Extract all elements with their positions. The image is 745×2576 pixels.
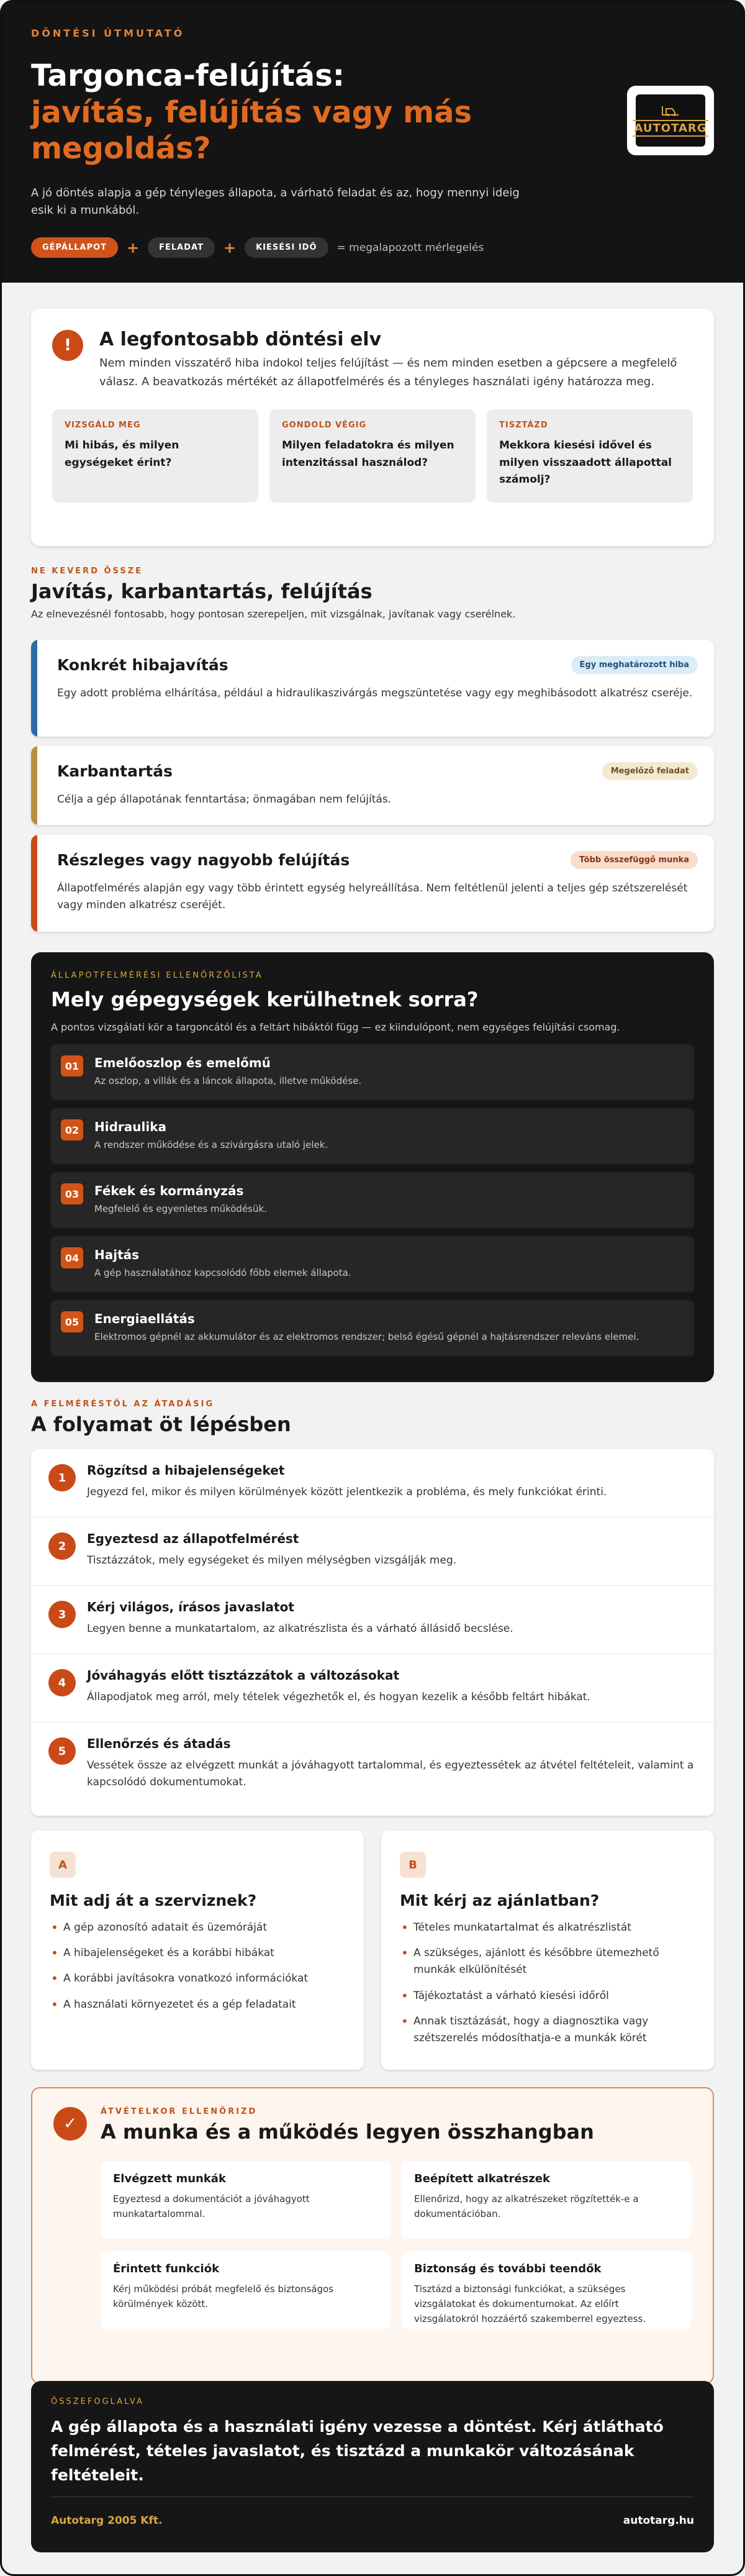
hero-header — [0, 0, 745, 283]
process-step — [31, 1518, 714, 1586]
principle-title: A legfontosabb döntési elv — [99, 329, 382, 350]
page-title-line2: javítás, felújítás vagy más megoldás? — [31, 94, 472, 166]
list-item: • Annak tisztázását, hogy a diagnosztika vagy szétszerelés módosíthatja-e a munkák körét — [400, 2013, 695, 2047]
checkmark-icon: ✓ — [53, 2107, 87, 2141]
principle-card — [31, 309, 714, 546]
step-desc: Vessétek össze az elvégzett munkát a jóváhagyott tartalommal, és egyeztessétek az átvétel feltételeit, valamint a kapcsolódó dokumentumokat. — [87, 1759, 694, 1789]
item-title: Fékek és kormányzás — [94, 1183, 244, 1198]
company-name: Autotarg 2005 Kft. — [51, 2515, 163, 2527]
item-number: 02 — [61, 1119, 83, 1140]
item-title: Energiaellátás — [94, 1311, 195, 1326]
summary-kicker: ÖSSZEFOGLALVA — [51, 2397, 144, 2406]
card-title: Részleges vagy nagyobb felújítás — [57, 851, 350, 869]
step-title: Egyeztesd az állapotfelmérést — [87, 1531, 299, 1546]
autotarg-logo[interactable] — [627, 86, 714, 155]
tile-tag: GONDOLD VÉGIG — [282, 421, 367, 430]
checklist-title: Mely gépegységek kerülhetnek sorra? — [51, 988, 479, 1011]
step-title: Ellenőrzés és átadás — [87, 1736, 231, 1751]
pill-machine-state: GÉPÁLLAPOT — [31, 237, 118, 258]
list-item: • Tájékoztatást a várható kiesési időről — [400, 1988, 695, 2005]
item-title: Beépített alkatrészek — [414, 2172, 550, 2185]
tile-body: Milyen feladatokra és milyen intenzitással használod? — [282, 439, 454, 469]
section-kicker: NE KEVERD ÖSSZE — [31, 567, 143, 576]
list-item: • A használati környezetet és a gép feladatait — [50, 1996, 345, 2013]
plus-sign: + — [223, 239, 237, 257]
item-number: 01 — [61, 1055, 83, 1076]
step-desc: Tisztázzátok, mely egységeket és milyen mélységben vizsgálják meg. — [87, 1554, 457, 1567]
plus-sign: + — [127, 239, 140, 257]
card-accent-bar — [31, 640, 37, 737]
process-step — [31, 1654, 714, 1723]
principle-tile — [269, 409, 476, 503]
acceptance-item — [402, 2251, 692, 2329]
letter-badge: B — [400, 1852, 426, 1878]
acceptance-item — [101, 2251, 391, 2329]
checklist-item — [51, 1044, 694, 1100]
repair-card-overhaul — [31, 835, 714, 932]
card-title: Mit kérj az ajánlatban? — [400, 1891, 600, 1909]
checklist-item — [51, 1108, 694, 1164]
page-title — [31, 58, 714, 167]
summary-text: A gép állapota és a használati igény vezesse a döntést. Kérj átlátható felmérést, tételes javaslatot, és tisztázd a munkakör változásának feltételeit. — [51, 2418, 664, 2484]
letter-badge: A — [50, 1852, 76, 1878]
section-title: Javítás, karbantartás, felújítás — [31, 580, 372, 603]
item-desc: A rendszer működése és a szivárgásra utaló jelek. — [94, 1139, 328, 1150]
step-number: 5 — [48, 1737, 76, 1765]
checklist-items — [51, 1044, 694, 1356]
process-step — [31, 1449, 714, 1518]
acceptance-kicker: ÁTVÉTELKOR ELLENŐRIZD — [101, 2107, 258, 2116]
process-step — [31, 1723, 714, 1816]
checklist-item — [51, 1300, 694, 1356]
item-desc: Megfelelő és egyenletes működésük. — [94, 1203, 267, 1214]
pill-task: FELADAT — [148, 237, 215, 258]
checklist-kicker: ÁLLAPOTFELMÉRÉSI ELLENŐRZŐLISTA — [51, 971, 263, 980]
list-item: • A gép azonosító adatait és üzemóráját — [50, 1919, 345, 1936]
inspection-checklist — [31, 952, 714, 1382]
item-desc: Kérj működési próbát megfelelő és biztonságos körülmények között. — [113, 2283, 334, 2310]
card-tag: Több összefüggő munka — [571, 851, 698, 869]
card-title: Karbantartás — [57, 762, 173, 780]
step-title: Kérj világos, írásos javaslatot — [87, 1600, 294, 1614]
step-number: 1 — [48, 1464, 76, 1491]
step-title: Rögzítsd a hibajelenségeket — [87, 1463, 285, 1478]
website-link[interactable]: autotarg.hu — [623, 2515, 694, 2527]
repair-card-fix — [31, 640, 714, 737]
card-text: Célja a gép állapotának fenntartása; önmagában nem felújítás. — [57, 793, 392, 806]
item-title: Elvégzett munkák — [113, 2172, 226, 2185]
card-tag: Egy meghatározott hiba — [571, 656, 698, 674]
item-number: 05 — [61, 1311, 83, 1332]
acceptance-grid — [101, 2161, 692, 2329]
hero-lead: A jó döntés alapja a gép tényleges állapota, a várható feladat és az, hogy mennyi ideig esik ki a munkából. — [31, 186, 520, 217]
item-desc: A gép használatához kapcsolódó főbb elemek állapota. — [94, 1267, 351, 1278]
item-desc: Ellenőrizd, hogy az alkatrészeket rögzítették-e a dokumentációban. — [414, 2193, 639, 2219]
section-kicker: A FELMÉRÉSTŐL AZ ÁTADÁSIG — [31, 1400, 215, 1409]
step-desc: Jegyezd fel, mikor és milyen körülmények között jelentkezik a probléma, és mely funkciókat érinti. — [87, 1486, 607, 1498]
bullet-list — [50, 1919, 345, 2013]
process-steps — [31, 1449, 714, 1816]
quote-request-card — [381, 1831, 714, 2070]
list-item: • A hibajelenségeket és a korábbi hibákat — [50, 1945, 345, 1962]
step-number: 2 — [48, 1532, 76, 1560]
acceptance-item — [101, 2161, 391, 2239]
item-number: 04 — [61, 1247, 83, 1268]
list-item: • A szükséges, ajánlott és későbbre ütemezhető munkák elkülönítését — [400, 1945, 695, 1978]
acceptance-check — [31, 2087, 714, 2384]
section-subtitle: Az elnevezésnél fontosabb, hogy pontosan szerepeljen, mit vizsgálnak, javítanak vagy cserélnek. — [31, 608, 516, 620]
item-title: Hidraulika — [94, 1119, 167, 1134]
pill-downtime: KIESÉSI IDŐ — [245, 237, 328, 258]
card-text: Állapotfelmérés alapján egy vagy több érintett egység helyreállítása. Nem feltétlenül jelenti a teljes gép szétszerelését vagy minden alkatrész cseréjét. — [57, 882, 688, 912]
divider — [51, 2496, 694, 2497]
step-desc: Állapodjatok meg arról, mely tételek végezhetők el, és hogyan kezelik a később feltárt hibákat. — [87, 1691, 590, 1703]
card-accent-bar — [31, 835, 37, 932]
item-title: Emelőoszlop és emelőmű — [94, 1055, 271, 1070]
section-title: A folyamat öt lépésben — [31, 1413, 291, 1436]
logo-text: AUTOTARG — [633, 120, 708, 137]
item-number: 03 — [61, 1183, 83, 1204]
handover-info-card — [31, 1831, 364, 2070]
tile-body: Mi hibás, és milyen egységeket érint? — [65, 439, 179, 469]
bullet-list — [400, 1919, 695, 2047]
checklist-item — [51, 1172, 694, 1228]
principle-text: Nem minden visszatérő hiba indokol teljes felújítást — és nem minden esetben a gépcsere a megfelelő válasz. A beavatkozás mértékét az állapotfelmérés és a tényleges használati igény határozza meg. — [99, 357, 677, 388]
item-desc: Az oszlop, a villák és a láncok állapota, illetve működése. — [94, 1075, 362, 1086]
item-desc: Tisztázd a biztonsági funkciókat, a szükséges vizsgálatokat és dokumentumokat. Az előírt vizsgálatokról hozzáértő szakemberrel egyeztess. — [414, 2283, 646, 2324]
tile-tag: VIZSGÁLD MEG — [65, 421, 141, 430]
step-number: 3 — [48, 1601, 76, 1628]
item-title: Biztonság és további teendők — [414, 2262, 602, 2275]
step-number: 4 — [48, 1669, 76, 1696]
item-desc: Elektromos gépnél az akkumulátor és az elektromos rendszer; belső égésű gépnél a hajtásrendszer releváns elemei. — [94, 1331, 639, 1342]
tile-body: Mekkora kiesési idővel és milyen visszaadott állapottal számolj? — [499, 439, 672, 486]
card-title: Konkrét hibajavítás — [57, 656, 228, 674]
step-desc: Legyen benne a munkatartalom, az alkatrészlista és a várható állásidő becslése. — [87, 1623, 513, 1635]
formula-result: = megalapozott mérlegelés — [336, 241, 484, 254]
card-text: Egy adott probléma elhárítása, például a hidraulikaszivárgás megszüntetése vagy egy meghibásodott alkatrész cseréje. — [57, 687, 693, 699]
hero-kicker: DÖNTÉSI ÚTMUTATÓ — [31, 27, 185, 39]
item-title: Hajtás — [94, 1247, 140, 1262]
item-title: Érintett funkciók — [113, 2262, 220, 2275]
acceptance-title: A munka és a működés legyen összhangban — [101, 2120, 594, 2144]
principle-tiles — [52, 409, 693, 503]
acceptance-item — [402, 2161, 692, 2239]
list-item: • Tételes munkatartalmat és alkatrészlistát — [400, 1919, 695, 1936]
repair-card-maintenance — [31, 746, 714, 825]
item-desc: Egyeztesd a dokumentációt a jóváhagyott munkatartalommal. — [113, 2193, 310, 2219]
card-accent-bar — [31, 746, 37, 825]
repair-section-header — [31, 567, 714, 620]
summary-footer — [31, 2381, 714, 2552]
step-title: Jóváhagyás előtt tisztázzátok a változásokat — [87, 1668, 400, 1683]
list-item: • A korábbi javításokra vonatkozó információkat — [50, 1970, 345, 1987]
card-title: Mit adj át a szerviznek? — [50, 1891, 257, 1909]
forklift-icon — [661, 105, 680, 119]
decision-formula — [31, 237, 714, 258]
principle-tile — [52, 409, 258, 503]
checklist-subtitle: A pontos vizsgálati kör a targoncától és a feltárt hibáktól függ — ez kiindulópont, nem egységes felújítási csomag. — [51, 1021, 620, 1033]
principle-tile — [487, 409, 693, 503]
card-tag: Megelőző feladat — [602, 762, 698, 780]
process-step — [31, 1586, 714, 1654]
tile-tag: TISZTÁZD — [499, 421, 548, 430]
checklist-item — [51, 1236, 694, 1292]
page-title-line1: Targonca-felújítás: — [31, 58, 345, 93]
process-section-header — [31, 1400, 714, 1436]
exclamation-icon: ! — [52, 330, 83, 361]
